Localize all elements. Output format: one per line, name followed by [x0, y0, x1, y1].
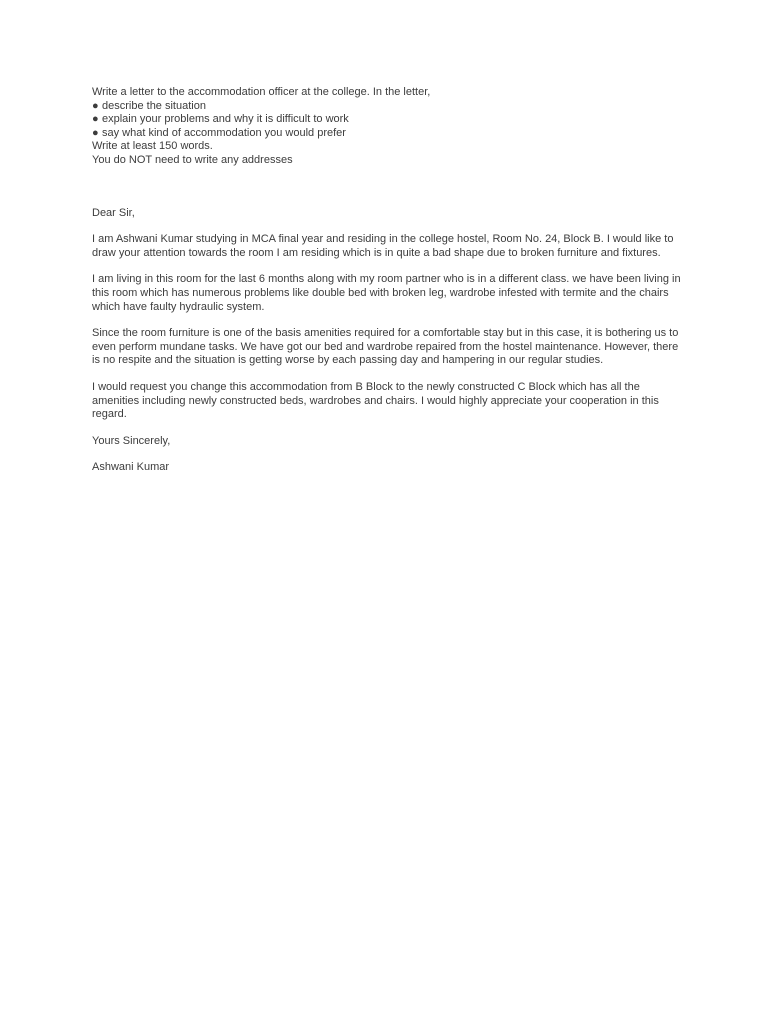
prompt-bullet-text: say what kind of accommodation you would prefer — [102, 126, 346, 139]
bullet-icon: ● — [92, 113, 99, 126]
task-prompt — [92, 86, 684, 168]
prompt-address-note: You do NOT need to write any addresses — [92, 153, 293, 166]
letter-paragraph: Since the room furniture is one of the basis amenities required for a comfortable stay but in this case, it is bothering us to even perform mundane tasks. We have got our bed and wardrobe repaired from the hostel maintenance. However, there is no respite and the situation is getting worse by each passing day and hampering in our regular studies. — [92, 327, 679, 367]
prompt-bullet — [92, 127, 684, 141]
bullet-icon: ● — [92, 126, 99, 139]
prompt-intro: Write a letter to the accommodation officer at the college. In the letter, — [92, 86, 431, 98]
prompt-word-count: Write at least 150 words. — [92, 140, 213, 153]
letter-paragraph: I am living in this room for the last 6 months along with my room partner who is in a different class. we have been living in this room which has numerous problems like double bed with broken leg, wardrobe infested with termite and the chairs which have faulty hydraulic system. — [92, 273, 681, 313]
prompt-bullet-text: explain your problems and why it is difficult to work — [102, 113, 349, 126]
prompt-bullet — [92, 100, 684, 114]
bullet-icon: ● — [92, 99, 99, 112]
document-body — [92, 86, 684, 475]
prompt-bullet — [92, 113, 684, 127]
letter — [92, 207, 684, 475]
letter-closing: Yours Sincerely, — [92, 434, 171, 447]
letter-greeting: Dear Sir, — [92, 206, 135, 219]
letter-signature: Ashwani Kumar — [92, 461, 170, 474]
letter-paragraph: I am Ashwani Kumar studying in MCA final year and residing in the college hostel, Room No. 24, Block B. I would like to draw your attention towards the room I am residing which is in quite a bad shape due to broken furniture and fixtures. — [92, 233, 674, 259]
letter-paragraph: I would request you change this accommodation from B Block to the newly constructed C Block which has all the amenities including newly constructed beds, wardrobes and chairs. I would highly appreciate your cooperation in this regard. — [92, 380, 659, 421]
prompt-bullet-text: describe the situation — [102, 99, 206, 112]
